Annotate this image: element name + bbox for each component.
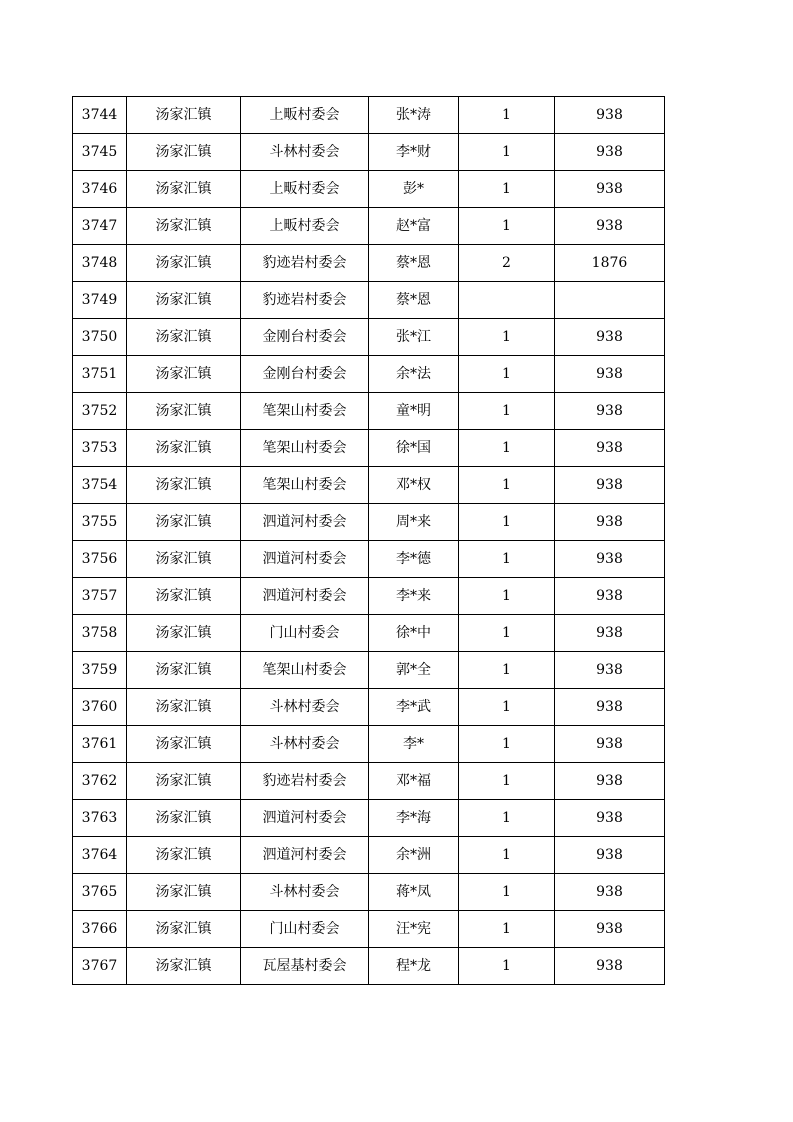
town-cell: 汤家汇镇 [127,689,241,726]
town-cell: 汤家汇镇 [127,911,241,948]
row-id-cell: 3752 [73,393,127,430]
village-cell: 泗道河村委会 [241,578,369,615]
town-cell: 汤家汇镇 [127,652,241,689]
town-cell: 汤家汇镇 [127,504,241,541]
name-cell: 李*武 [369,689,459,726]
amount-cell: 938 [555,134,665,171]
amount-cell: 938 [555,319,665,356]
village-cell: 上畈村委会 [241,97,369,134]
town-cell: 汤家汇镇 [127,430,241,467]
row-id-cell: 3767 [73,948,127,985]
table-row [73,393,665,430]
count-cell: 1 [459,430,555,467]
amount-cell: 938 [555,726,665,763]
row-id-cell: 3765 [73,874,127,911]
table-row [73,504,665,541]
table-row [73,763,665,800]
amount-cell: 938 [555,615,665,652]
name-cell: 汪*宪 [369,911,459,948]
row-id-cell: 3750 [73,319,127,356]
name-cell: 程*龙 [369,948,459,985]
town-cell: 汤家汇镇 [127,282,241,319]
table-row [73,541,665,578]
name-cell: 张*江 [369,319,459,356]
name-cell: 李*来 [369,578,459,615]
name-cell: 蔡*恩 [369,282,459,319]
village-cell: 豹迹岩村委会 [241,282,369,319]
name-cell: 童*明 [369,393,459,430]
town-cell: 汤家汇镇 [127,97,241,134]
village-cell: 豹迹岩村委会 [241,245,369,282]
town-cell: 汤家汇镇 [127,134,241,171]
count-cell: 1 [459,541,555,578]
count-cell: 1 [459,837,555,874]
row-id-cell: 3744 [73,97,127,134]
count-cell: 1 [459,356,555,393]
town-cell: 汤家汇镇 [127,467,241,504]
count-cell: 1 [459,911,555,948]
name-cell: 徐*中 [369,615,459,652]
table-row [73,134,665,171]
row-id-cell: 3761 [73,726,127,763]
town-cell: 汤家汇镇 [127,356,241,393]
table-row [73,245,665,282]
amount-cell: 938 [555,763,665,800]
village-cell: 泗道河村委会 [241,504,369,541]
count-cell: 1 [459,97,555,134]
row-id-cell: 3763 [73,800,127,837]
row-id-cell: 3759 [73,652,127,689]
amount-cell [555,282,665,319]
name-cell: 李*海 [369,800,459,837]
table-row [73,430,665,467]
row-id-cell: 3760 [73,689,127,726]
town-cell: 汤家汇镇 [127,800,241,837]
name-cell: 邓*权 [369,467,459,504]
amount-cell: 938 [555,652,665,689]
count-cell: 1 [459,393,555,430]
count-cell: 1 [459,800,555,837]
count-cell: 1 [459,874,555,911]
table-row [73,578,665,615]
town-cell: 汤家汇镇 [127,541,241,578]
count-cell: 1 [459,319,555,356]
village-cell: 泗道河村委会 [241,541,369,578]
village-cell: 笔架山村委会 [241,430,369,467]
town-cell: 汤家汇镇 [127,208,241,245]
village-cell: 瓦屋基村委会 [241,948,369,985]
count-cell: 1 [459,948,555,985]
village-cell: 笔架山村委会 [241,652,369,689]
table-row [73,726,665,763]
table-row [73,874,665,911]
count-cell: 1 [459,171,555,208]
count-cell: 1 [459,652,555,689]
village-cell: 泗道河村委会 [241,837,369,874]
village-cell: 上畈村委会 [241,171,369,208]
name-cell: 张*涛 [369,97,459,134]
village-cell: 斗林村委会 [241,689,369,726]
name-cell: 蔡*恩 [369,245,459,282]
name-cell: 郭*全 [369,652,459,689]
count-cell: 1 [459,689,555,726]
count-cell: 1 [459,504,555,541]
amount-cell: 938 [555,800,665,837]
row-id-cell: 3764 [73,837,127,874]
name-cell: 余*法 [369,356,459,393]
count-cell: 1 [459,615,555,652]
amount-cell: 938 [555,541,665,578]
town-cell: 汤家汇镇 [127,948,241,985]
table-row [73,615,665,652]
town-cell: 汤家汇镇 [127,763,241,800]
amount-cell: 938 [555,467,665,504]
town-cell: 汤家汇镇 [127,393,241,430]
row-id-cell: 3749 [73,282,127,319]
table-row [73,171,665,208]
amount-cell: 938 [555,689,665,726]
table-row [73,911,665,948]
row-id-cell: 3755 [73,504,127,541]
amount-cell: 938 [555,97,665,134]
count-cell: 2 [459,245,555,282]
town-cell: 汤家汇镇 [127,319,241,356]
table-row [73,800,665,837]
records-table [72,96,665,985]
amount-cell: 938 [555,208,665,245]
town-cell: 汤家汇镇 [127,171,241,208]
village-cell: 豹迹岩村委会 [241,763,369,800]
village-cell: 金刚台村委会 [241,319,369,356]
count-cell: 1 [459,208,555,245]
table-row [73,356,665,393]
row-id-cell: 3757 [73,578,127,615]
village-cell: 上畈村委会 [241,208,369,245]
name-cell: 邓*福 [369,763,459,800]
count-cell: 1 [459,134,555,171]
amount-cell: 1876 [555,245,665,282]
row-id-cell: 3756 [73,541,127,578]
name-cell: 李* [369,726,459,763]
row-id-cell: 3762 [73,763,127,800]
village-cell: 笔架山村委会 [241,467,369,504]
count-cell: 1 [459,726,555,763]
amount-cell: 938 [555,504,665,541]
village-cell: 斗林村委会 [241,726,369,763]
table-row [73,97,665,134]
table-row [73,689,665,726]
row-id-cell: 3748 [73,245,127,282]
count-cell [459,282,555,319]
records-body [73,97,665,985]
name-cell: 蒋*凤 [369,874,459,911]
village-cell: 门山村委会 [241,615,369,652]
row-id-cell: 3766 [73,911,127,948]
town-cell: 汤家汇镇 [127,615,241,652]
table-row [73,208,665,245]
town-cell: 汤家汇镇 [127,726,241,763]
name-cell: 徐*国 [369,430,459,467]
amount-cell: 938 [555,874,665,911]
village-cell: 泗道河村委会 [241,800,369,837]
town-cell: 汤家汇镇 [127,874,241,911]
name-cell: 赵*富 [369,208,459,245]
row-id-cell: 3751 [73,356,127,393]
table-row [73,319,665,356]
count-cell: 1 [459,467,555,504]
village-cell: 金刚台村委会 [241,356,369,393]
village-cell: 笔架山村委会 [241,393,369,430]
row-id-cell: 3746 [73,171,127,208]
amount-cell: 938 [555,948,665,985]
amount-cell: 938 [555,171,665,208]
amount-cell: 938 [555,837,665,874]
amount-cell: 938 [555,578,665,615]
name-cell: 李*财 [369,134,459,171]
town-cell: 汤家汇镇 [127,837,241,874]
town-cell: 汤家汇镇 [127,245,241,282]
amount-cell: 938 [555,356,665,393]
table-row [73,948,665,985]
row-id-cell: 3747 [73,208,127,245]
amount-cell: 938 [555,911,665,948]
table-row [73,837,665,874]
table-row [73,652,665,689]
village-cell: 斗林村委会 [241,874,369,911]
name-cell: 周*来 [369,504,459,541]
village-cell: 斗林村委会 [241,134,369,171]
row-id-cell: 3754 [73,467,127,504]
row-id-cell: 3745 [73,134,127,171]
count-cell: 1 [459,578,555,615]
table-row [73,282,665,319]
amount-cell: 938 [555,430,665,467]
name-cell: 余*洲 [369,837,459,874]
row-id-cell: 3758 [73,615,127,652]
name-cell: 李*德 [369,541,459,578]
village-cell: 门山村委会 [241,911,369,948]
table-row [73,467,665,504]
row-id-cell: 3753 [73,430,127,467]
town-cell: 汤家汇镇 [127,578,241,615]
amount-cell: 938 [555,393,665,430]
count-cell: 1 [459,763,555,800]
name-cell: 彭* [369,171,459,208]
